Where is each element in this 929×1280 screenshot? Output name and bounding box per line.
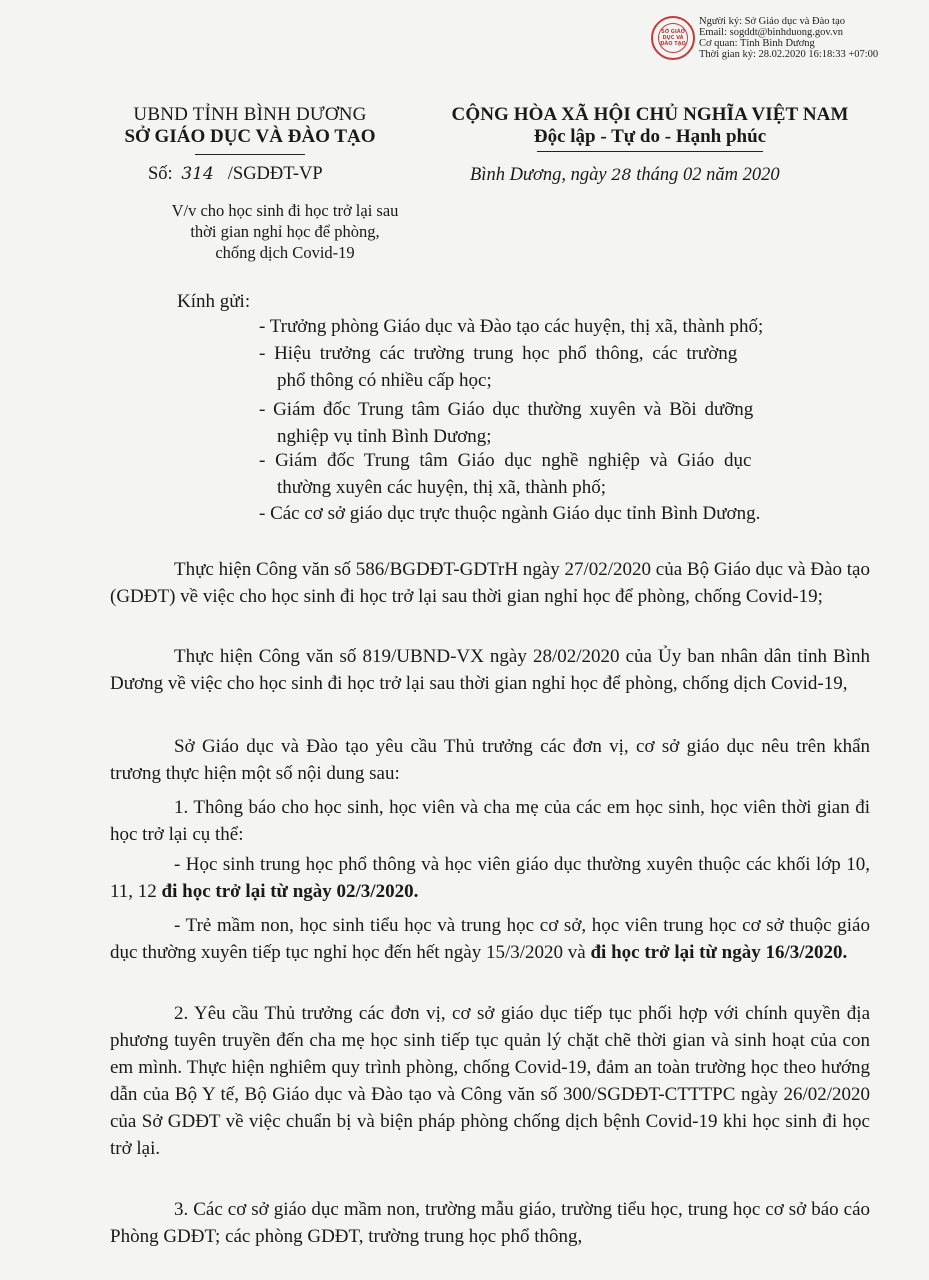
body-paragraph: [110, 912, 870, 966]
paragraph-end: .: [842, 942, 848, 963]
paragraph-emphasis: đi học trở lại từ ngày 16/3/2020: [590, 942, 843, 963]
recipient-line: - Các cơ sở giáo dục trực thuộc ngành Giáo dục tỉnh Bình Dương.: [259, 503, 761, 524]
recipient-line: - Trưởng phòng Giáo dục và Đào tạo các huyện, thị xã, thành phố;: [259, 316, 764, 337]
date-prefix: Bình Dương, ngày: [470, 165, 607, 185]
national-motto: Độc lập - Tự do - Hạnh phúc: [533, 126, 767, 147]
digital-signature: [649, 14, 919, 70]
recipient-item: [259, 500, 871, 527]
signature-details: [699, 16, 878, 60]
document-number-suffix: /SGDĐT-VP: [227, 164, 323, 184]
signature-time: Thời gian ký: 28.02.2020 16:18:33 +07:00: [699, 49, 879, 60]
body-paragraph: Thực hiện Công văn số 586/BGDĐT-GDTrH ngày 27/02/2020 của Bộ Giáo dục và Đào tạo (GDĐT) về việc cho học sinh đi học trở lại sau thời gian nghỉ học để phòng, chống Covid-19;: [110, 559, 870, 607]
signature-agency: Cơ quan: Tỉnh Bình Dương: [699, 38, 815, 49]
document-number-value: 314: [181, 164, 214, 184]
body-paragraph: 1. Thông báo cho học sinh, học viên và cha mẹ của các em học sinh, học viên thời gian đi học trở lại cụ thể:: [110, 797, 870, 845]
issuer-underline: [195, 154, 305, 155]
recipient-line: - Hiệu trưởng các trường trung học phổ thông, các trường: [259, 343, 738, 364]
seal-icon: [651, 16, 695, 60]
signature-email: Email: sogddt@binhduong.gov.vn: [699, 27, 844, 38]
recipient-item: [259, 313, 871, 340]
document-date: [470, 165, 830, 186]
document-number: [148, 164, 323, 185]
issuer-header: [100, 104, 400, 155]
body-paragraph: 2. Yêu cầu Thủ trưởng các đơn vị, cơ sở giáo dục tiếp tục phối hợp với chính quyền địa phương tuyên truyền đến cha mẹ học sinh tiếp tục quản lý chặt chẽ thời gian và sinh hoạt của con em mình. Thực hiện nghiêm quy trình phòng, chống Covid-19, đảm an toàn trường học theo hướng dẫn của Bộ Y tế, Bộ Giáo dục và Đào tạo và Công văn số 300/SGDĐT-CTTTPC ngày 26/02/2020 của Sở GDĐT về việc chuẩn bị và biện pháp phòng chống dịch bệnh Covid-19 khi học sinh đi học trở lại.: [110, 1003, 870, 1159]
recipient-line: nghiệp vụ tỉnh Bình Dương;: [277, 426, 492, 447]
body-paragraph: [110, 851, 870, 905]
body-paragraph: Sở Giáo dục và Đào tạo yêu cầu Thủ trưởng các đơn vị, cơ sở giáo dục nêu trên khẩn trương thực hiện một số nội dung sau:: [110, 736, 870, 784]
issuer-department: SỞ GIÁO DỤC VÀ ĐÀO TẠO: [124, 126, 376, 147]
date-day: 28: [611, 165, 632, 184]
subject-line: thời gian nghỉ học để phòng,: [190, 222, 380, 241]
paragraph-emphasis: đi học trở lại từ ngày 02/3/2020: [161, 881, 414, 902]
signature-signer: Người ký: Sở Giáo dục và Đào tạo: [699, 16, 845, 27]
national-title: CỘNG HÒA XÃ HỘI CHỦ NGHĨA VIỆT NAM: [451, 104, 849, 125]
recipient-line: - Giám đốc Trung tâm Giáo dục nghề nghiệp và Giáo dục: [259, 450, 752, 471]
date-suffix: tháng 02 năm 2020: [636, 165, 780, 185]
subject-line: chống dịch Covid-19: [215, 243, 355, 262]
recipient-item: [259, 396, 871, 450]
recipient-line: - Giám đốc Trung tâm Giáo dục thường xuyên và Bồi dưỡng: [259, 399, 754, 420]
seal-text: SỞ GIÁO DỤC VÀ ĐÀO TẠO: [658, 23, 688, 53]
motto-underline: [537, 151, 763, 152]
document-subject: [150, 200, 420, 263]
recipient-item: [259, 340, 871, 394]
national-header: [420, 104, 880, 152]
paragraph-text: - Học sinh trung học phổ thông và học viên giáo dục thường xuyên thuộc các khối lớp 10, 11, 12: [110, 854, 870, 902]
document-number-label: Số:: [148, 164, 173, 184]
paragraph-text: - Trẻ mầm non, học sinh tiểu học và trung học cơ sở, học viên trung học cơ sở thuộc giáo dục thường xuyên tiếp tục nghỉ học đến hết ngày 15/3/2020 và: [110, 915, 870, 963]
issuer-province: UBND TỈNH BÌNH DƯƠNG: [133, 104, 367, 125]
recipient-line: phổ thông có nhiều cấp học;: [277, 370, 492, 391]
recipient-line: thường xuyên các huyện, thị xã, thành phố;: [277, 477, 607, 498]
body-paragraph: Thực hiện Công văn số 819/UBND-VX ngày 28/02/2020 của Ủy ban nhân dân tỉnh Bình Dương về việc cho học sinh đi học trở lại sau thời gian nghỉ học để phòng, chống dịch Covid-19,: [110, 646, 870, 694]
recipient-item: [259, 447, 871, 501]
body-paragraph: 3. Các cơ sở giáo dục mầm non, trường mẫu giáo, trường tiểu học, trung học cơ sở báo cáo Phòng GDĐT; các phòng GDĐT, trường trung học phổ thông,: [110, 1199, 870, 1247]
subject-line: V/v cho học sinh đi học trở lại sau: [171, 201, 399, 220]
paragraph-end: .: [413, 881, 419, 902]
recipients-label: Kính gửi:: [177, 291, 251, 312]
